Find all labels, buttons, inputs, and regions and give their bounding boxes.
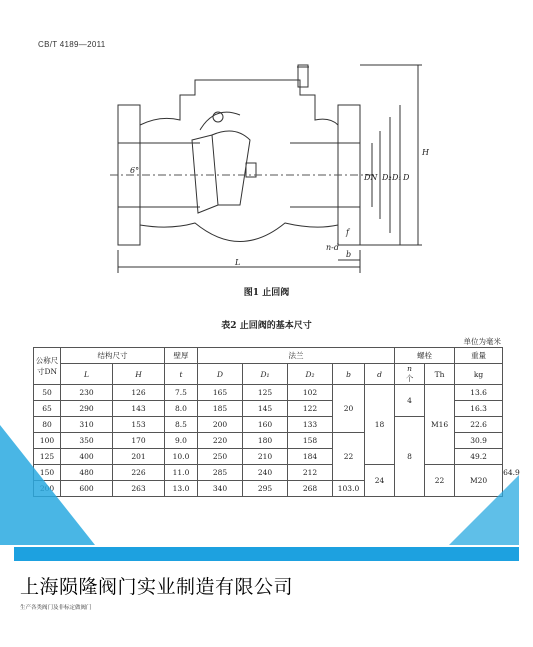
nd-label: n-d	[326, 243, 339, 252]
header-d: d	[365, 364, 395, 385]
cell-L: 600	[61, 481, 113, 497]
cell-H: 263	[113, 481, 165, 497]
cell-t: 8.0	[165, 401, 198, 417]
cell-t: 9.0	[165, 433, 198, 449]
header-D2: D₂	[288, 364, 333, 385]
D1-label: D₁	[392, 173, 402, 182]
cell-L: 230	[61, 385, 113, 401]
table-row: 150 480 226 11.0 285 240 212 24 22 M20 64.9	[34, 465, 503, 481]
cell-weight: 49.2	[455, 449, 503, 465]
cell-D: 250	[198, 449, 243, 465]
cell-n-8: 8	[395, 417, 425, 497]
cell-th-m16: M16	[425, 385, 455, 465]
cell-b-24: 24	[365, 465, 395, 497]
company-name: 上海陨隆阀门实业制造有限公司	[20, 576, 294, 598]
cell-weight: 22.6	[455, 417, 503, 433]
header-weight: 重量	[455, 348, 503, 364]
cell-D2: 102	[288, 385, 333, 401]
cell-b-20: 20	[333, 385, 365, 433]
cell-dn: 65	[34, 401, 61, 417]
D2-label: D₂	[382, 173, 392, 182]
decorative-triangle-left	[0, 425, 95, 545]
cell-H: 126	[113, 385, 165, 401]
cell-d-22: 22	[425, 465, 455, 497]
unit-note: 单位为毫米	[463, 337, 501, 346]
company-tagline: 生产各类阀门及非标定做阀门	[20, 605, 92, 611]
cell-n-4: 4	[395, 385, 425, 417]
cell-D: 165	[198, 385, 243, 401]
cell-D: 340	[198, 481, 243, 497]
height-label: H	[422, 148, 429, 157]
cell-t: 8.5	[165, 417, 198, 433]
cell-weight: 30.9	[455, 433, 503, 449]
header-H: H	[113, 364, 165, 385]
cell-L: 310	[61, 417, 113, 433]
figure-caption: 图1 止回阀	[243, 288, 290, 298]
cell-dn: 50	[34, 385, 61, 401]
cell-dn: 125	[34, 449, 61, 465]
cell-D: 185	[198, 401, 243, 417]
header-n: n 个	[395, 364, 425, 385]
header-D1: D₁	[243, 364, 288, 385]
cell-H: 170	[113, 433, 165, 449]
cell-L: 350	[61, 433, 113, 449]
cell-D1: 295	[243, 481, 288, 497]
check-valve-drawing	[100, 55, 440, 280]
cell-D2: 133	[288, 417, 333, 433]
cell-D: 200	[198, 417, 243, 433]
cell-b-22: 22	[333, 433, 365, 481]
cell-H: 201	[113, 449, 165, 465]
cell-t: 11.0	[165, 465, 198, 481]
cell-weight: 16.3	[455, 401, 503, 417]
length-label: L	[235, 258, 241, 267]
header-kg: kg	[455, 364, 503, 385]
cell-dn: 100	[34, 433, 61, 449]
cell-H: 226	[113, 465, 165, 481]
header-t: t	[165, 364, 198, 385]
decorative-triangle-right	[449, 475, 519, 545]
header-D: D	[198, 364, 243, 385]
header-structure: 结构尺寸	[61, 348, 165, 364]
header-bolt: 螺栓	[395, 348, 455, 364]
f-label: f	[346, 228, 349, 237]
header-Th: Th	[425, 364, 455, 385]
cell-dn: 80	[34, 417, 61, 433]
cell-th-m20: M20	[455, 465, 503, 497]
cell-D1: 240	[243, 465, 288, 481]
cell-D1: 125	[243, 385, 288, 401]
cell-D2: 122	[288, 401, 333, 417]
cell-D1: 145	[243, 401, 288, 417]
table-caption: 表2 止回阀的基本尺寸	[221, 321, 312, 331]
cell-D1: 160	[243, 417, 288, 433]
cell-dn: 150	[34, 465, 61, 481]
cell-D2: 184	[288, 449, 333, 465]
cell-weight: 103.0	[333, 481, 365, 497]
angle-label: 6°	[130, 166, 140, 175]
cell-L: 400	[61, 449, 113, 465]
cell-t: 7.5	[165, 385, 198, 401]
cell-L: 290	[61, 401, 113, 417]
dimension-table	[33, 347, 520, 497]
cell-H: 143	[113, 401, 165, 417]
DN-label: DN	[364, 173, 378, 182]
header-wall: 壁厚	[165, 348, 198, 364]
cell-H: 153	[113, 417, 165, 433]
cell-D: 220	[198, 433, 243, 449]
table-row	[34, 385, 503, 401]
cell-dn: 200	[34, 481, 61, 497]
cell-D: 285	[198, 465, 243, 481]
cell-D2: 212	[288, 465, 333, 481]
header-nominal: 公称尺寸DN	[34, 348, 61, 385]
cell-D2: 268	[288, 481, 333, 497]
cell-t: 13.0	[165, 481, 198, 497]
D-label: D	[403, 173, 410, 182]
cell-D1: 180	[243, 433, 288, 449]
b-label: b	[346, 250, 352, 259]
cell-d-18: 18	[365, 385, 395, 465]
cell-L: 480	[61, 465, 113, 481]
header-flange: 法兰	[198, 348, 395, 364]
cell-D1: 210	[243, 449, 288, 465]
cell-t: 10.0	[165, 449, 198, 465]
cell-D2: 158	[288, 433, 333, 449]
header-L: L	[61, 364, 113, 385]
header-b: b	[333, 364, 365, 385]
standard-number: CB/T 4189—2011	[38, 40, 106, 49]
cell-weight: 13.6	[455, 385, 503, 401]
accent-bar	[14, 547, 519, 561]
